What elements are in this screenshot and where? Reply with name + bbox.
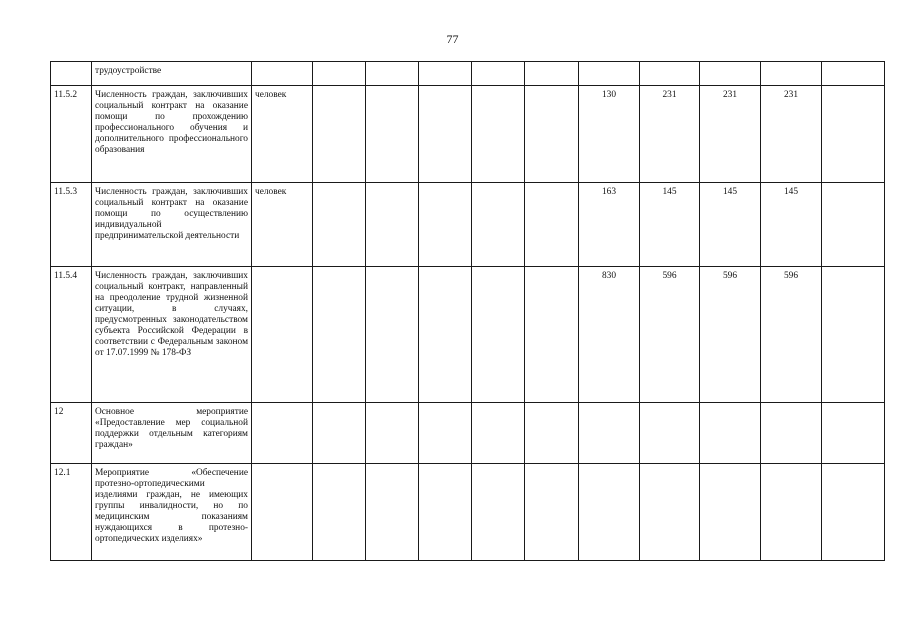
row-value: 231 <box>640 86 700 183</box>
row-value <box>579 403 640 464</box>
row-code: 11.5.4 <box>51 267 92 403</box>
row-unit <box>252 403 313 464</box>
row-value <box>313 62 366 86</box>
row-unit <box>252 267 313 403</box>
row-value <box>822 464 885 561</box>
row-value <box>472 464 525 561</box>
row-value <box>419 183 472 267</box>
row-value <box>472 267 525 403</box>
row-value <box>366 86 419 183</box>
row-value <box>419 464 472 561</box>
row-unit <box>252 62 313 86</box>
row-description: Численность граждан, заключивших социальный контракт, направленный на преодоление трудной жизненной ситуации, в случаях, предусмотренных законодательством субъекта Российской Федерации в соответствии с Федеральным законом от 17.07.1999 № 178-ФЗ <box>92 267 252 403</box>
row-value: 231 <box>700 86 761 183</box>
row-value <box>313 183 366 267</box>
row-description: трудоустройстве <box>92 62 252 86</box>
row-value <box>700 403 761 464</box>
row-value: 596 <box>761 267 822 403</box>
row-value: 163 <box>579 183 640 267</box>
row-code <box>51 62 92 86</box>
row-value: 830 <box>579 267 640 403</box>
row-value <box>366 403 419 464</box>
row-value <box>366 267 419 403</box>
row-code: 11.5.3 <box>51 183 92 267</box>
row-value <box>525 183 579 267</box>
table-row <box>51 464 885 561</box>
row-value <box>419 403 472 464</box>
row-unit: человек <box>252 86 313 183</box>
row-value <box>640 62 700 86</box>
row-value <box>525 267 579 403</box>
row-value <box>822 183 885 267</box>
row-description: Основное мероприятие «Предоставление мер социальной поддержки отдельным категориям граждан» <box>92 403 252 464</box>
row-value <box>472 183 525 267</box>
row-value <box>822 86 885 183</box>
row-description: Численность граждан, заключивших социальный контракт на оказание помощи по осуществлению индивидуальной предпринимательской деятельности <box>92 183 252 267</box>
row-value <box>525 86 579 183</box>
row-description: Мероприятие «Обеспечение протезно-ортопедическими изделиями граждан, не имеющих группы инвалидности, но по медицинским показаниям нуждающихся в протезно-ортопедических изделиях» <box>92 464 252 561</box>
row-description: Численность граждан, заключивших социальный контракт на оказание помощи по прохождению профессионального обучения и дополнительного профессионального образования <box>92 86 252 183</box>
row-value <box>313 464 366 561</box>
table-row <box>51 403 885 464</box>
indicator-table <box>50 61 885 561</box>
row-value <box>822 403 885 464</box>
row-value <box>579 464 640 561</box>
row-value <box>472 86 525 183</box>
row-code: 12 <box>51 403 92 464</box>
row-value <box>579 62 640 86</box>
page-number: 77 <box>446 32 459 46</box>
table-row <box>51 62 885 86</box>
row-value: 231 <box>761 86 822 183</box>
row-value <box>640 464 700 561</box>
table-row <box>51 267 885 403</box>
row-value <box>822 267 885 403</box>
row-value: 145 <box>640 183 700 267</box>
row-value <box>761 403 822 464</box>
table-row <box>51 183 885 267</box>
row-value <box>366 62 419 86</box>
row-value <box>700 62 761 86</box>
row-value <box>761 62 822 86</box>
row-value <box>525 403 579 464</box>
row-value <box>419 267 472 403</box>
row-value: 596 <box>700 267 761 403</box>
row-value: 145 <box>761 183 822 267</box>
row-code: 12.1 <box>51 464 92 561</box>
row-value <box>419 86 472 183</box>
row-value <box>822 62 885 86</box>
row-value <box>419 62 472 86</box>
row-value: 130 <box>579 86 640 183</box>
row-value <box>761 464 822 561</box>
row-unit <box>252 464 313 561</box>
row-value <box>366 183 419 267</box>
row-value <box>472 403 525 464</box>
row-value <box>640 403 700 464</box>
row-value <box>525 62 579 86</box>
table-body <box>51 62 885 561</box>
row-code: 11.5.2 <box>51 86 92 183</box>
row-value <box>700 464 761 561</box>
row-value <box>313 267 366 403</box>
row-value <box>313 86 366 183</box>
row-value <box>525 464 579 561</box>
row-value <box>366 464 419 561</box>
table-row <box>51 86 885 183</box>
row-value <box>313 403 366 464</box>
row-value <box>472 62 525 86</box>
row-value: 596 <box>640 267 700 403</box>
row-unit: человек <box>252 183 313 267</box>
row-value: 145 <box>700 183 761 267</box>
